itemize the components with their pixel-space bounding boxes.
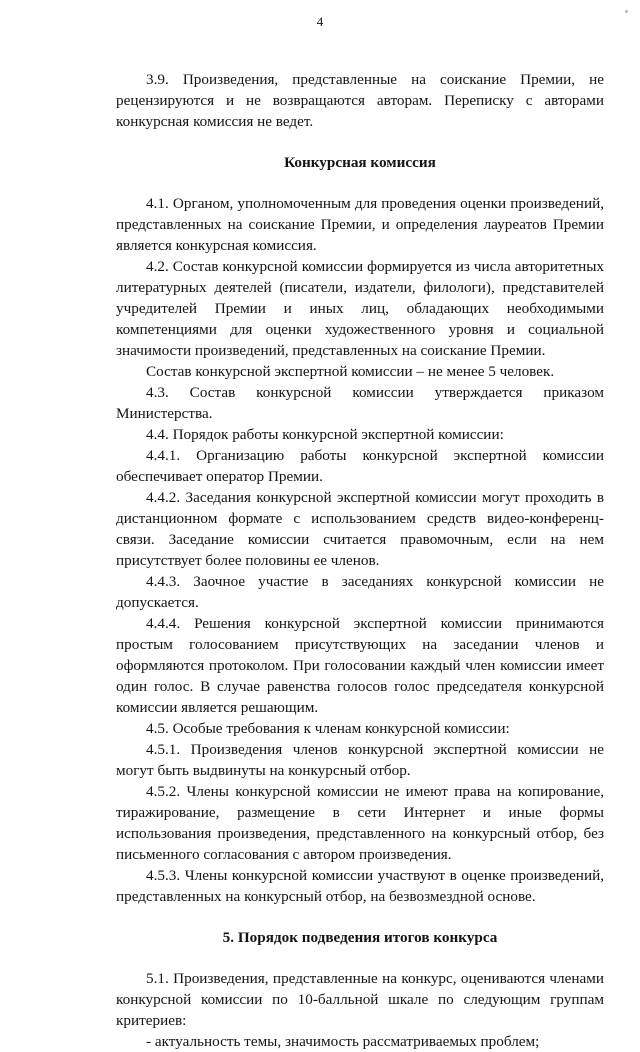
spacer — [116, 907, 604, 927]
section-heading-commission: Конкурсная комиссия — [284, 154, 436, 171]
criteria-item: - актуальность темы, значимость рассматриваемых проблем; — [146, 1033, 540, 1050]
spacer — [116, 948, 604, 968]
paragraph-4-4-3: 4.4.3. Заочное участие в заседаниях конкурсной комиссии не допускается. — [116, 573, 604, 611]
spacer — [116, 173, 604, 193]
scan-artifact — [625, 10, 628, 13]
paragraph-4-4-1: 4.4.1. Организацию работы конкурсной экспертной комиссии обеспечивает оператор Премии. — [116, 447, 604, 485]
section-heading-results: 5. Порядок подведения итогов конкурса — [222, 929, 498, 946]
paragraph-4-3: 4.3. Состав конкурсной комиссии утверждается приказом Министерства. — [116, 384, 604, 422]
paragraph-4-4: 4.4. Порядок работы конкурсной экспертной комиссии: — [146, 426, 504, 443]
paragraph-3-9: 3.9. Произведения, представленные на соискание Премии, не рецензируются и не возвращаются авторам. Переписку с авторами конкурсная комиссия не ведет. — [116, 71, 604, 130]
paragraph-4-1: 4.1. Органом, уполномоченным для проведения оценки произведений, представленных на соискание Премии, и определения лауреатов Премии является конкурсная комиссия. — [116, 195, 604, 254]
paragraph-4-4-2: 4.4.2. Заседания конкурсной экспертной комиссии могут проходить в дистанционном формате с использованием средств видео-конференц-связи. Заседание комиссии считается правомочным, если на нем присутствует более половины ее членов. — [116, 489, 604, 569]
paragraph-4-5-2: 4.5.2. Члены конкурсной комиссии не имеют права на копирование, тиражирование, размещение в сети Интернет и иные формы использования произведения, представленного на конкурсный отбор, без письменного согласования с автором произведения. — [116, 783, 604, 863]
paragraph-5-1: 5.1. Произведения, представленные на конкурс, оцениваются членами конкурсной комиссии по 10-балльной шкале по следующим группам критериев: — [116, 970, 604, 1029]
paragraph-4-4-4: 4.4.4. Решения конкурсной экспертной комиссии принимаются простым голосованием присутствующих на заседании членов и оформляются протоколом. При голосовании каждый член комиссии имеет один голос. В случае равенства голосов голос председателя конкурсной комиссии является решающим. — [116, 615, 604, 716]
paragraph-4-5-3: 4.5.3. Члены конкурсной комиссии участвуют в оценке произведений, представленных на конкурсный отбор, на безвозмездной основе. — [116, 867, 604, 905]
paragraph-4-5-1: 4.5.1. Произведения членов конкурсной экспертной комиссии не могут быть выдвинуты на конкурсный отбор. — [116, 741, 604, 779]
paragraph-commission-size: Состав конкурсной экспертной комиссии – не менее 5 человек. — [146, 363, 555, 380]
page-number: 4 — [316, 14, 324, 29]
spacer — [116, 132, 604, 152]
paragraph-4-5: 4.5. Особые требования к членам конкурсной комиссии: — [146, 720, 510, 737]
paragraph-4-2: 4.2. Состав конкурсной комиссии формируется из числа авторитетных литературных деятелей (писатели, издатели, филологи), представителей учредителей Премии и иных лиц, обладающих необходимыми компетенциями для оценки художественного уровня и социальной значимости произведений, представленных на соискание Премии. — [116, 258, 604, 359]
